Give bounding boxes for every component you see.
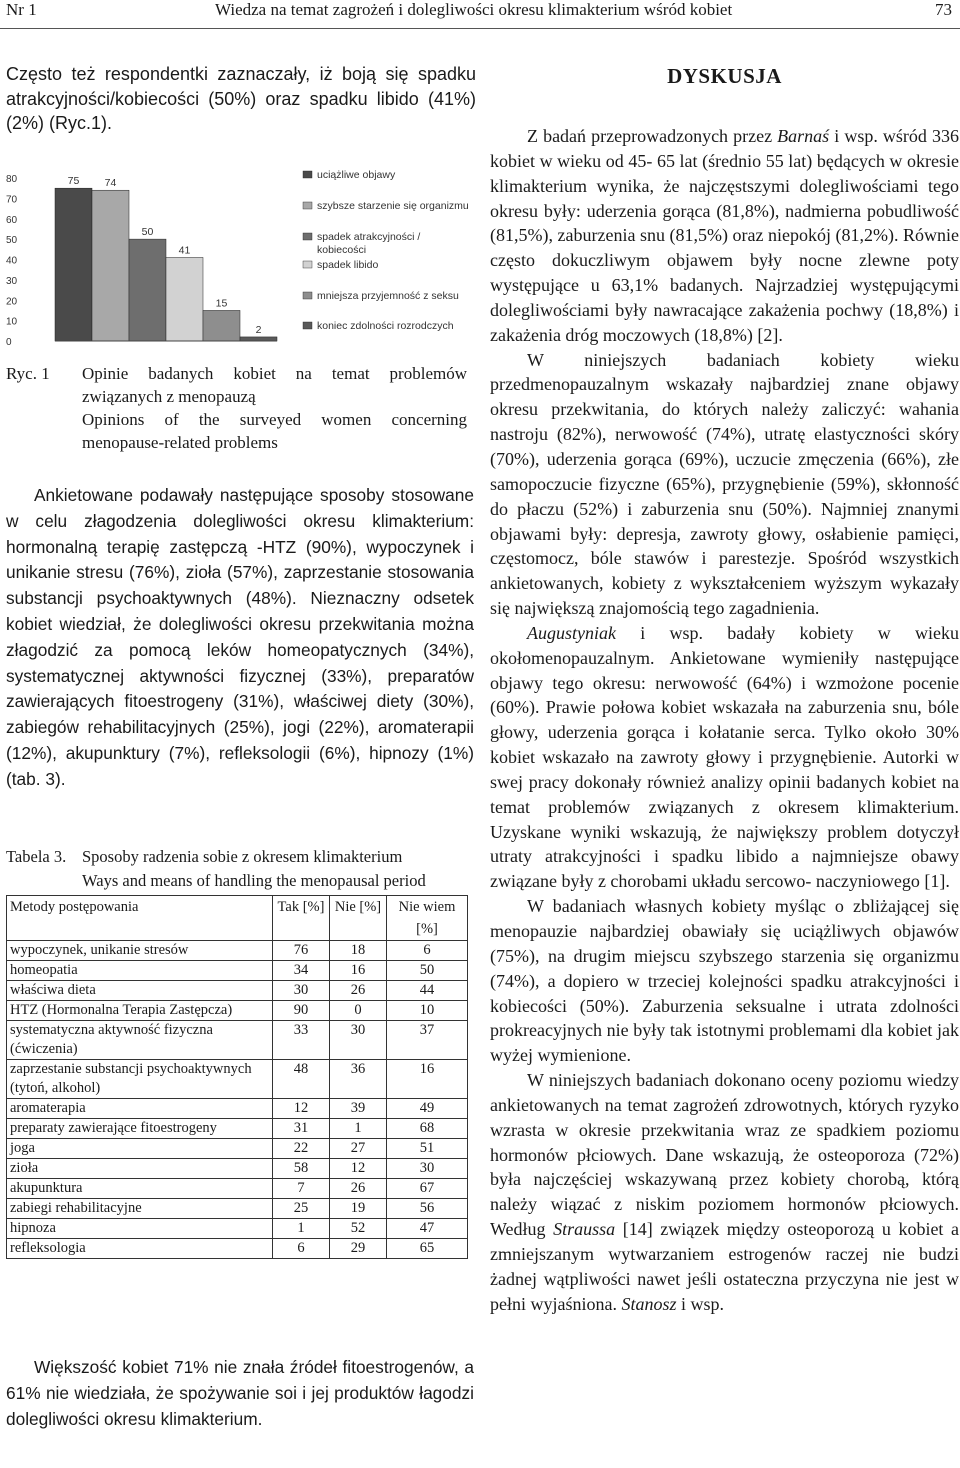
table-cell-value: 25 xyxy=(273,1199,330,1219)
table-cell-method: HTZ (Hormonalna Terapia Zastępcza) xyxy=(7,1001,273,1021)
table-cell-value: 27 xyxy=(330,1139,387,1159)
table-cell-value: 16 xyxy=(330,961,387,981)
table-cell-method: aromaterapia xyxy=(7,1099,273,1119)
y-tick-label: 20 xyxy=(6,296,18,308)
y-tick-label: 40 xyxy=(6,255,18,267)
chart-bar xyxy=(203,310,240,341)
table-cell-value: 12 xyxy=(330,1159,387,1179)
table-cell-value: 52 xyxy=(330,1219,387,1239)
bar-value-label: 41 xyxy=(178,244,191,257)
author-stanosz: Stanosz xyxy=(621,1293,677,1314)
table-cell-value: 37 xyxy=(387,1021,468,1060)
chart-bar xyxy=(55,188,92,341)
table-cell-method: akupunktura xyxy=(7,1179,273,1199)
y-tick-label: 50 xyxy=(6,235,18,247)
table-cell-value: 44 xyxy=(387,981,468,1001)
bar-value-label: 15 xyxy=(215,297,228,310)
bar-value-label: 75 xyxy=(67,175,80,188)
table-header-row xyxy=(7,896,468,941)
table-cell-value: 36 xyxy=(330,1060,387,1099)
table-cell-method: właściwa dieta xyxy=(7,981,273,1001)
table-header-cell: Nie wiem [%] xyxy=(387,896,468,941)
table-row xyxy=(7,1139,468,1159)
y-tick-label: 0 xyxy=(6,337,12,348)
table-row xyxy=(7,1001,468,1021)
table-cell-value: 1 xyxy=(330,1119,387,1139)
running-header xyxy=(0,0,960,26)
table-cell-method: zioła xyxy=(7,1159,273,1179)
table-cell-value: 65 xyxy=(387,1239,468,1259)
legend-label: koniec zdolności rozrodczych xyxy=(317,320,454,332)
table-row xyxy=(7,981,468,1001)
legend-label: uciążliwe objawy xyxy=(317,169,396,181)
table-cell-method: refleksologia xyxy=(7,1239,273,1259)
chart-bar xyxy=(129,239,166,341)
table-3 xyxy=(6,895,468,1259)
figure-caption-polish: Opinie badanych kobiet na temat problemów związanych z menopauzą xyxy=(82,364,467,406)
discussion-paragraph-3: Augustyniak i wsp. badały kobiety w wieku okołomenopauzalnym. Ankietowane wymieniły następujące objawy tego okresu: nerwowość (64%) i wzmożone pocenie (60%). Prawie połowa kobiet wskazała na zaburzenia snu, bóle głowy, uderzenia gorąca i kołatanie serca. Tylko około 30% kobiet wskazało na zawroty głowy i przygnębienie. Autorki w swej pracy dokonały również analizy opinii badanych kobiet na temat problemów związanych z okresem klimakterium. Uzyskane wyniki wskazują, że największy problem dotyczył utraty atrakcyjności i spadku libido a najmniejsze obawy związane były z chorobami układu sercowo- naczyniowego [1]. xyxy=(490,622,959,892)
author-augustyniak: Augustyniak xyxy=(527,622,616,643)
legend-label: spadek atrakcyjności / xyxy=(317,231,421,243)
legend-swatch xyxy=(303,261,312,268)
y-tick-label: 60 xyxy=(6,214,18,226)
legend-swatch xyxy=(303,202,312,209)
table-cell-value: 33 xyxy=(273,1021,330,1060)
table-cell-value: 50 xyxy=(387,961,468,981)
legend-label: spadek libido xyxy=(317,259,379,271)
table-row xyxy=(7,1239,468,1259)
legend-swatch xyxy=(303,322,312,329)
table-cell-value: 34 xyxy=(273,961,330,981)
table-cell-value: 30 xyxy=(330,1021,387,1060)
figure-number: Ryc. 1 xyxy=(6,364,50,383)
table-row xyxy=(7,1060,468,1099)
table-cell-method: homeopatia xyxy=(7,961,273,981)
table-cell-value: 0 xyxy=(330,1001,387,1021)
bar-value-label: 2 xyxy=(255,323,262,336)
chart-bar xyxy=(166,257,203,341)
table-row xyxy=(7,941,468,961)
table-header-cell: Nie [%] xyxy=(330,896,387,941)
table-cell-value: 68 xyxy=(387,1119,468,1139)
table-cell-value: 47 xyxy=(387,1219,468,1239)
table-cell-value: 6 xyxy=(273,1239,330,1259)
table-cell-method: joga xyxy=(7,1139,273,1159)
bar-value-label: 74 xyxy=(104,177,117,190)
intro-paragraph: Często też respondentki zaznaczały, iż boją się spadku atrakcyjności/kobiecości (50%) oraz spadku libido (41%) (2%) (Ryc.1). xyxy=(6,64,476,133)
table-cell-value: 26 xyxy=(330,1179,387,1199)
discussion-paragraph-4: W badaniach własnych kobiety myśląc o zbliżającej się menopauzie najbardziej obawiały się uciążliwych objawów (75%), na drugim miejscu szybszego starzenia się organizmu (74%), a dopiero w trzeciej kolejności spadku atrakcyjności i kobiecości (50%). Zaburzenia seksualne i utrata zdolności prokreacyjnych nie były tak istotnymi problemami dla kobiet jak wyżej wymienione. xyxy=(490,896,959,1066)
table-row xyxy=(7,1119,468,1139)
page-number: 73 xyxy=(935,0,952,19)
paragraph-phytoestrogens-text: Większość kobiet 71% nie znała źródeł fitoestrogenów, a 61% nie wiedziała, że spożywanie soi i jej produktów łagodzi dolegliwości okresu klimakterium. xyxy=(6,1357,474,1429)
table-cell-value: 31 xyxy=(273,1119,330,1139)
table-cell-value: 30 xyxy=(273,981,330,1001)
table-header-cell: Metody postępowania xyxy=(7,896,273,941)
running-title: Wiedza na temat zagrożeń i dolegliwości okresu klimakterium wśród kobiet xyxy=(215,0,733,19)
table-header-cell: Tak [%] xyxy=(273,896,330,941)
legend-swatch xyxy=(303,292,312,299)
table-cell-method: preparaty zawierające fitoestrogeny xyxy=(7,1119,273,1139)
table-cell-value: 19 xyxy=(330,1199,387,1219)
figure-caption xyxy=(82,362,467,454)
section-title: DYSKUSJA xyxy=(667,64,782,88)
table-cell-method: systematyczna aktywność fizyczna (ćwiczenia) xyxy=(7,1021,273,1060)
table-cell-method: hipnoza xyxy=(7,1219,273,1239)
table-cell-value: 10 xyxy=(387,1001,468,1021)
y-tick-label: 10 xyxy=(6,316,18,328)
table-cell-value: 49 xyxy=(387,1099,468,1119)
table-cell-value: 90 xyxy=(273,1001,330,1021)
table-cell-value: 67 xyxy=(387,1179,468,1199)
table-row xyxy=(7,1021,468,1060)
table-row xyxy=(7,1099,468,1119)
discussion-paragraph-1: Z badań przeprowadzonych przez Barnaś i wsp. wśród 336 kobiet w wieku od 45- 65 lat (średnio 55 lat) będących w okresie klimakterium wynika, że najczęstszymi dolegliwościami tego okresu były: uderzenia gorąca (81,8%), nadmierna pobudliwość (81,5%), zaburzenia snu (81,5%) oraz niepokój (81,2%). Równie często dokuczliwym objawem były nocne zlewne poty występujące u 63,1% badanych. Najrzadziej występującymi dolegliwościami były nawracające zakażenia pochwy (18,8%) i zakażenia dróg moczowych (18,8%) [2]. xyxy=(490,126,959,345)
table-row xyxy=(7,1159,468,1179)
author-barnas: Barnaś xyxy=(777,126,830,146)
table-cell-value: 58 xyxy=(273,1159,330,1179)
legend-swatch xyxy=(303,171,312,178)
table-cell-value: 56 xyxy=(387,1199,468,1219)
table-cell-value: 48 xyxy=(273,1060,330,1099)
legend-label: szybsze starzenie się organizmu xyxy=(317,200,469,212)
table-cell-value: 22 xyxy=(273,1139,330,1159)
chart-bar xyxy=(92,190,129,341)
table-caption-polish: Sposoby radzenia sobie z okresem klimakterium xyxy=(82,847,403,866)
bar-value-label: 50 xyxy=(141,226,154,239)
table-number: Tabela 3. xyxy=(6,847,67,866)
legend-swatch xyxy=(303,233,312,240)
legend-label: mniejsza przyjemność z seksu xyxy=(317,290,459,302)
paragraph-phytoestrogens xyxy=(6,1355,474,1432)
table-cell-value: 30 xyxy=(387,1159,468,1179)
table-row xyxy=(7,1219,468,1239)
paragraph-methods-text: Ankietowane podawały następujące sposoby stosowane w celu złagodzenia dolegliwości okresu klimakterium: hormonalną terapię zastępczą -HTZ (90%), wypoczynek i unikanie stresu (76%), zioła (57%), zaprzestanie stosowania substancji psychoaktywnych (48%). Nieznaczny odsetek kobiet wiedział, że dolegliwości okresu przekwitania można złagodzić za pomocą leków homeopatycznych (34%), systematycznej aktywności fizycznej (33%), preparatów zawierających fitoestrogeny (31%), właściwej diety (30%), zabiegów rehabilitacyjnych (25%), jogi (22%), aromaterapii (12%), akupunktury (7%), refleksologii (6%), hipnozy (1%) (tab. 3). xyxy=(6,485,474,789)
y-tick-label: 70 xyxy=(6,194,18,206)
table-cell-method: zabiegi rehabilitacyjne xyxy=(7,1199,273,1219)
table-cell-value: 18 xyxy=(330,941,387,961)
table-caption-english: Ways and means of handling the menopausal period xyxy=(82,871,426,890)
y-tick-label: 30 xyxy=(6,275,18,287)
table-cell-value: 29 xyxy=(330,1239,387,1259)
discussion-body xyxy=(490,124,959,1317)
table-cell-value: 7 xyxy=(273,1179,330,1199)
table-cell-method: wypoczynek, unikanie stresów xyxy=(7,941,273,961)
table-cell-value: 39 xyxy=(330,1099,387,1119)
table-row xyxy=(7,961,468,981)
discussion-paragraph-5: W niniejszych badaniach dokonano oceny poziomu wiedzy ankietowanych na temat zagrożeń zdrowotnych, których ryzyko wzrasta w okresie przekwitania wraz ze spadkiem poziomu hormonów płciowych. Dane wskazują, że osteoporoza (72%) była najczęściej wskazywaną przez kobiety chorobą, którą należy wiązać z niskim poziomem hormonów płciowych. Według Straussa [14] związek między osteoporozą u kobiet a zmniejszanym wytwarzaniem estrogenów raczej nie budzi żadnej wątpliwości nawet jeśli ostateczna przyczyna nie jest w pełni wyjaśniona. Stanosz i wsp. xyxy=(490,1070,959,1314)
author-strauss: Straussa xyxy=(553,1219,616,1240)
chart-bar xyxy=(240,337,277,341)
table-row xyxy=(7,1199,468,1219)
header-rule xyxy=(0,28,960,29)
table-cell-value: 51 xyxy=(387,1139,468,1159)
discussion-paragraph-2: W niniejszych badaniach kobiety wieku przedmenopauzalnym wskazały najbardziej znane objawy okresu przekwitania, do których należy zaliczyć: wahania nastroju (82%), nerwowość (74%), utratę elastyczności skóry (70%), uderzenia gorąca (69%), uczucie zmęczenia (66%), złe samopoczucie fizyczne (65%), przygnębienie (59%), skłonność do płaczu (52%) i zaburzenia snu (50%). Najmniej znanymi objawami były: depresja, zawroty głowy, osłabienie pamięci, częstomocz, bóle stawów i parestezje. Spośród wszystkich ankietowanych, kobiety z wykształceniem wyższym wykazały się największą znajomością tego zagadnienia. xyxy=(490,349,959,619)
figure-caption-english: Opinions of the surveyed women concerning menopause-related problems xyxy=(82,410,467,452)
table-cell-value: 16 xyxy=(387,1060,468,1099)
table-cell-method: zaprzestanie substancji psychoaktywnych (tytoń, alkohol) xyxy=(7,1060,273,1099)
journal-issue: Nr 1 xyxy=(6,0,37,19)
table-cell-value: 12 xyxy=(273,1099,330,1119)
table-cell-value: 6 xyxy=(387,941,468,961)
table-row xyxy=(7,1179,468,1199)
table-cell-value: 1 xyxy=(273,1219,330,1239)
paragraph-methods xyxy=(6,483,474,793)
table-cell-value: 26 xyxy=(330,981,387,1001)
figure-1-chart xyxy=(0,160,480,350)
y-tick-label: 80 xyxy=(6,174,18,185)
table-cell-value: 76 xyxy=(273,941,330,961)
legend-label: kobiecości xyxy=(317,244,367,256)
